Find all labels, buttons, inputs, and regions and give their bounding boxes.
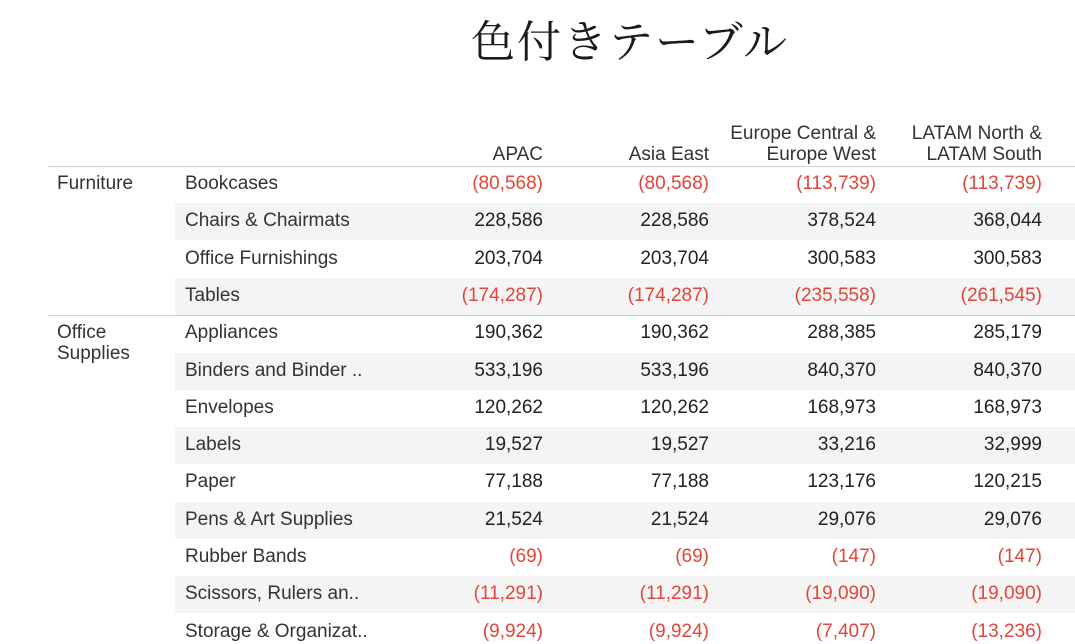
row-label: Binders and Binder .. bbox=[185, 359, 363, 381]
table-cell: (147) bbox=[831, 546, 876, 567]
table-cell: 120,262 bbox=[640, 396, 709, 418]
table-cell: (80,568) bbox=[638, 173, 709, 194]
table-cell: 285,179 bbox=[973, 322, 1042, 344]
table-cell: 32,999 bbox=[983, 434, 1042, 456]
table-cell: 228,586 bbox=[474, 210, 543, 232]
column-header: Asia East bbox=[628, 144, 709, 165]
group-label: Office Supplies bbox=[57, 322, 130, 365]
table-cell: 77,188 bbox=[650, 471, 709, 493]
table-cell: 288,385 bbox=[807, 322, 876, 344]
table-cell: (80,568) bbox=[472, 173, 543, 194]
row-label: Office Furnishings bbox=[185, 247, 338, 269]
header-divider bbox=[48, 166, 1075, 167]
table-cell: 190,362 bbox=[474, 322, 543, 344]
row-label: Rubber Bands bbox=[185, 546, 307, 567]
table-cell: 840,370 bbox=[973, 359, 1042, 381]
table-cell: (174,287) bbox=[627, 284, 709, 306]
table-cell: 203,704 bbox=[474, 247, 543, 269]
group-label: Furniture bbox=[57, 173, 134, 194]
table-cell: (9,924) bbox=[648, 620, 709, 642]
table-cell: 120,215 bbox=[973, 471, 1042, 493]
table-cell: (235,558) bbox=[794, 284, 876, 306]
table-cell: 168,973 bbox=[807, 396, 876, 418]
table-cell: (11,291) bbox=[473, 583, 543, 605]
column-header: LATAM North & LATAM South bbox=[911, 123, 1042, 165]
table-cell: 19,527 bbox=[650, 434, 709, 456]
table-cell: 21,524 bbox=[484, 508, 543, 530]
row-label: Envelopes bbox=[185, 396, 274, 418]
table-cell: 21,524 bbox=[650, 508, 709, 530]
table-cell: (19,090) bbox=[805, 583, 876, 605]
table-cell: 378,524 bbox=[807, 210, 876, 232]
row-label: Paper bbox=[185, 471, 236, 493]
group-divider bbox=[48, 315, 1075, 316]
table-cell: (19,090) bbox=[971, 583, 1042, 605]
row-label: Storage & Organizat.. bbox=[185, 620, 368, 642]
column-header: APAC bbox=[492, 144, 543, 165]
table-cell: (69) bbox=[509, 546, 543, 567]
table-cell: (13,236) bbox=[971, 620, 1042, 642]
table-cell: (113,739) bbox=[796, 173, 876, 194]
table-cell: 19,527 bbox=[484, 434, 543, 456]
table-cell: (11,291) bbox=[639, 583, 709, 605]
table-cell: (261,545) bbox=[960, 284, 1042, 306]
table-cell: 190,362 bbox=[640, 322, 709, 344]
column-header: Europe Central & Europe West bbox=[730, 123, 876, 165]
table-cell: 168,973 bbox=[973, 396, 1042, 418]
table-cell: (7,407) bbox=[815, 620, 876, 642]
page-title: 色付きテーブル bbox=[470, 17, 790, 68]
row-label: Appliances bbox=[185, 322, 278, 344]
table-cell: (69) bbox=[675, 546, 709, 567]
table-cell: (174,287) bbox=[461, 284, 543, 306]
table-cell: 120,262 bbox=[474, 396, 543, 418]
table-cell: 77,188 bbox=[484, 471, 543, 493]
table-cell: 29,076 bbox=[983, 508, 1042, 530]
table-cell: 228,586 bbox=[640, 210, 709, 232]
row-label: Labels bbox=[185, 434, 241, 456]
row-label: Tables bbox=[185, 284, 240, 306]
table-cell: 203,704 bbox=[640, 247, 709, 269]
table-cell: 300,583 bbox=[807, 247, 876, 269]
table-cell: 533,196 bbox=[474, 359, 543, 381]
table-cell: 123,176 bbox=[807, 471, 876, 493]
table-cell: 368,044 bbox=[973, 210, 1042, 232]
row-label: Chairs & Chairmats bbox=[185, 210, 350, 232]
table-cell: 300,583 bbox=[973, 247, 1042, 269]
table-cell: 840,370 bbox=[807, 359, 876, 381]
table-cell: (113,739) bbox=[962, 173, 1042, 194]
row-label: Pens & Art Supplies bbox=[185, 508, 353, 530]
table-cell: 533,196 bbox=[640, 359, 709, 381]
row-label: Bookcases bbox=[185, 173, 278, 194]
table-cell: (9,924) bbox=[482, 620, 543, 642]
row-label: Scissors, Rulers an.. bbox=[185, 583, 360, 605]
table-cell: (147) bbox=[997, 546, 1042, 567]
table-cell: 33,216 bbox=[817, 434, 876, 456]
table-cell: 29,076 bbox=[817, 508, 876, 530]
